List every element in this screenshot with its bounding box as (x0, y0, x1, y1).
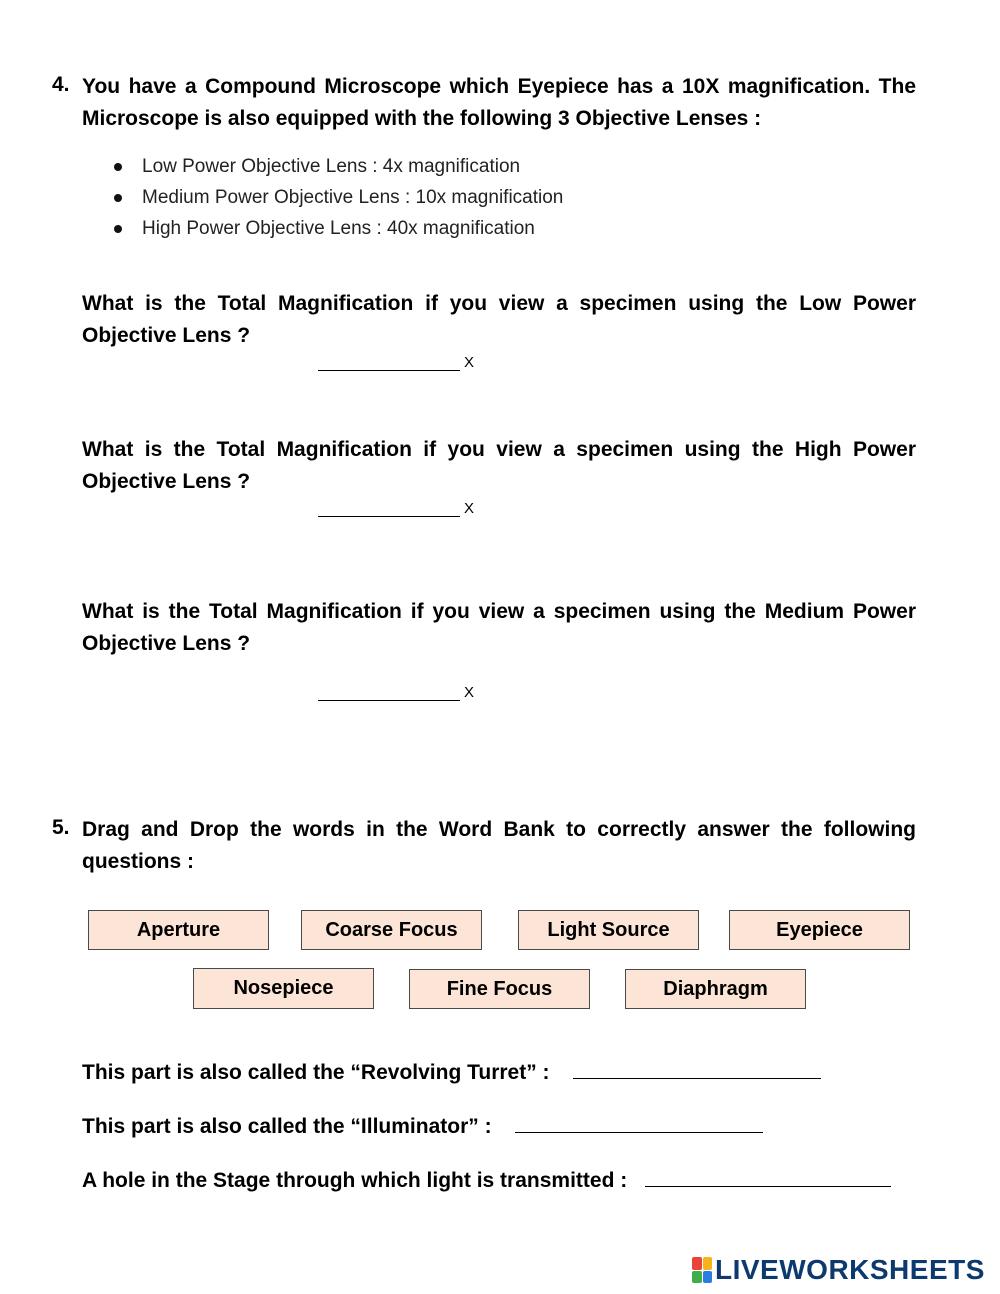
answer-4a-unit: X (464, 354, 475, 371)
answer-4b-input[interactable] (318, 498, 460, 517)
question-5c-text: A hole in the Stage through which light is transmitted : (82, 1169, 628, 1192)
word-bank-fine-focus[interactable]: Fine Focus (409, 969, 590, 1009)
answer-5a-drop-target[interactable] (573, 1056, 821, 1079)
word-bank-light-source[interactable]: Light Source (518, 910, 699, 950)
logo-block-icon (703, 1257, 713, 1270)
question-5-intro: Drag and Drop the words in the Word Bank to correctly answer the following questions : (82, 818, 916, 873)
question-5a (82, 1056, 821, 1085)
list-item: Medium Power Objective Lens : 10x magnification (110, 182, 810, 213)
question-5a-text: This part is also called the “Revolving Turret” : (82, 1061, 550, 1084)
word-bank-nosepiece[interactable]: Nosepiece (193, 968, 374, 1009)
answer-4b-unit: X (464, 500, 475, 517)
word-bank-coarse-focus[interactable]: Coarse Focus (301, 910, 482, 950)
logo-block-icon (692, 1271, 702, 1284)
answer-5c-drop-target[interactable] (645, 1164, 891, 1187)
question-5c (82, 1164, 891, 1193)
logo-text: LIVEWORKSHEETS (715, 1254, 985, 1285)
answer-4c-unit: X (464, 684, 475, 701)
list-item: Low Power Objective Lens : 4x magnification (110, 151, 810, 182)
answer-4b (318, 498, 474, 517)
question-5b-text: This part is also called the “Illuminator” : (82, 1115, 492, 1138)
question-4c-text: What is the Total Magnification if you view a specimen using the Medium Power Objective Lens ? (82, 600, 916, 655)
list-item: High Power Objective Lens : 40x magnification (110, 213, 810, 244)
answer-4c-input[interactable] (318, 682, 460, 701)
answer-5b-drop-target[interactable] (515, 1110, 763, 1133)
word-bank-aperture[interactable]: Aperture (88, 910, 269, 950)
question-4b-text: What is the Total Magnification if you view a specimen using the High Power Objective Lens ? (82, 438, 916, 493)
logo-block-icon (692, 1257, 702, 1270)
answer-4a (318, 352, 474, 371)
logo-block-icon (703, 1271, 713, 1284)
question-4-number: 4. (52, 73, 70, 96)
answer-4c (318, 682, 474, 701)
liveworksheets-logo (692, 1254, 985, 1286)
word-bank-eyepiece[interactable]: Eyepiece (729, 910, 910, 950)
liveworksheets-logo-icon (692, 1257, 712, 1283)
question-5-number: 5. (52, 816, 70, 839)
answer-4a-input[interactable] (318, 352, 460, 371)
question-5b (82, 1110, 763, 1139)
word-bank-diaphragm[interactable]: Diaphragm (625, 969, 806, 1009)
question-4-intro: You have a Compound Microscope which Eyepiece has a 10X magnification. The Microscope is also equipped with the following 3 Objective Lenses : (82, 75, 916, 130)
objective-lens-list (110, 151, 810, 244)
question-4a-text: What is the Total Magnification if you view a specimen using the Low Power Objective Lens ? (82, 292, 916, 347)
